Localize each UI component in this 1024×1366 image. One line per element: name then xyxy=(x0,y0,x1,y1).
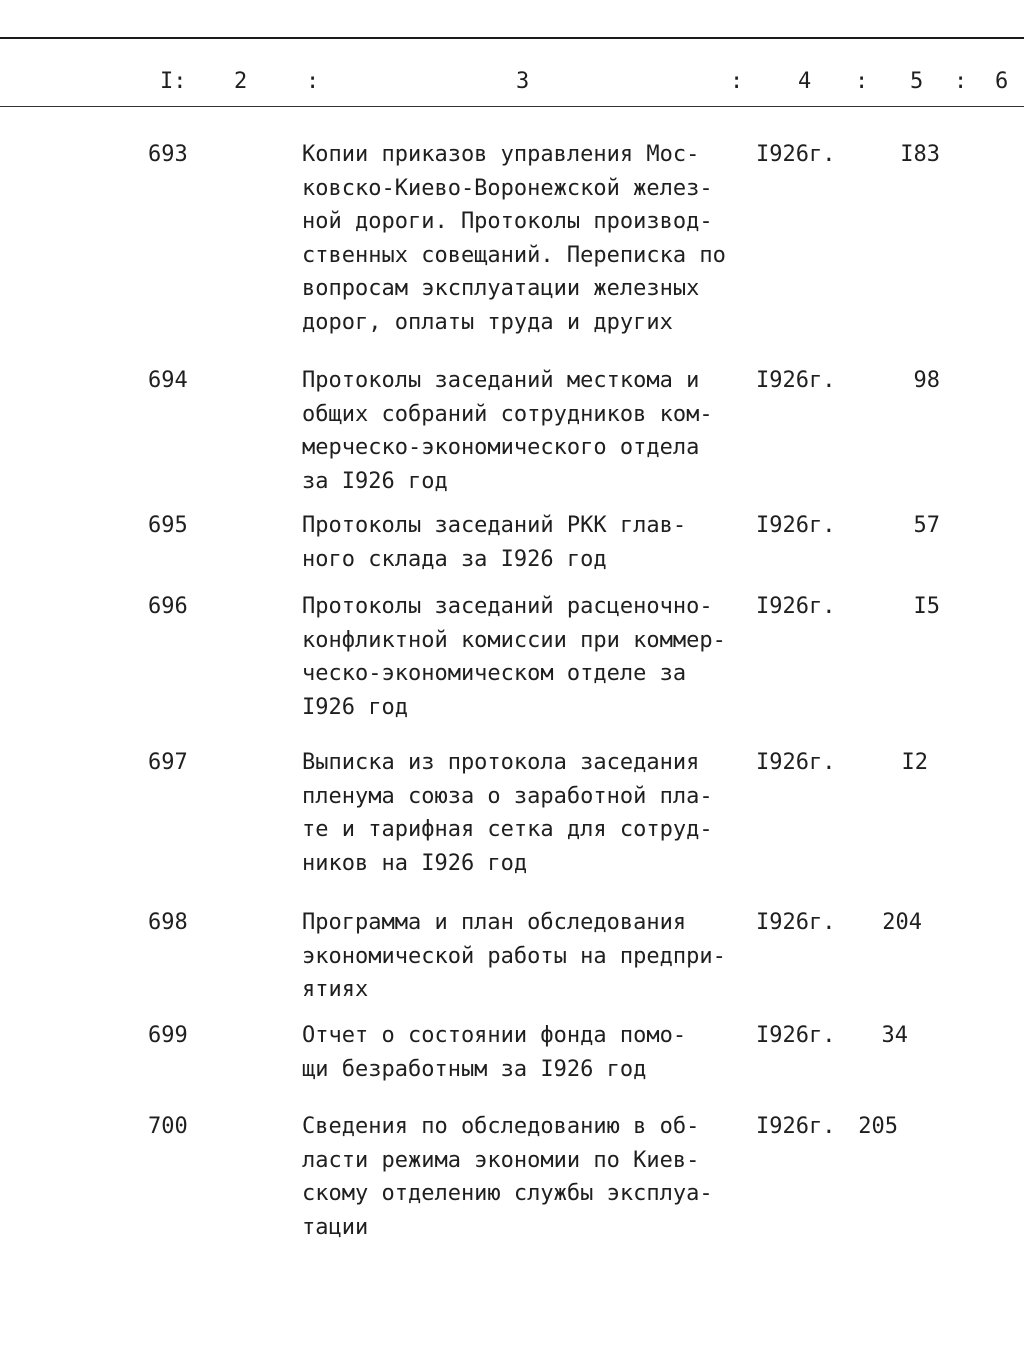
item-number: 699 xyxy=(148,1023,188,1048)
header-separator: : xyxy=(730,69,744,94)
item-year: I926г. xyxy=(756,594,836,619)
item-number: 696 xyxy=(148,594,188,619)
item-description xyxy=(302,906,762,1007)
description-line: ной дороги. Протоколы производ- xyxy=(302,209,713,234)
description-line: дорог, оплаты труда и других xyxy=(302,309,673,335)
item-page-count: 57 xyxy=(913,513,940,538)
description-line: мерческо-экономического отдела xyxy=(302,435,700,460)
header-top-rule xyxy=(0,37,1024,39)
item-description xyxy=(302,1019,762,1086)
item-number: 697 xyxy=(148,750,188,775)
description-line: пленума союза о заработной пла- xyxy=(302,783,713,809)
header-separator: : xyxy=(855,69,869,94)
item-page-count: 204 xyxy=(882,910,922,935)
item-page-count: 98 xyxy=(913,368,940,393)
description-line: те и тарифная сетка для сотруд- xyxy=(302,817,713,842)
header-col-4: 4 xyxy=(798,69,812,94)
item-page-count: I5 xyxy=(913,594,940,619)
header-col-2: 2 xyxy=(234,69,248,94)
description-line: Выписка из протокола заседания xyxy=(302,750,700,775)
description-line: Копии приказов управления Мос- xyxy=(302,142,700,167)
item-year: I926г. xyxy=(756,910,836,935)
header-col-1: I: xyxy=(160,69,187,94)
item-page-count: 205 xyxy=(858,1114,898,1139)
description-line: щи безработным за I926 год xyxy=(302,1056,647,1082)
item-description xyxy=(302,364,762,498)
description-line: ческо-экономическом отделе за xyxy=(302,661,687,686)
description-line: общих собраний сотрудников ком- xyxy=(302,401,713,427)
item-year: I926г. xyxy=(756,1114,836,1139)
description-line: Протоколы заседаний РКК глав- xyxy=(302,513,687,538)
item-number: 700 xyxy=(148,1114,188,1139)
header-col-6: 6 xyxy=(995,69,1009,94)
item-number: 698 xyxy=(148,910,188,935)
description-line: ковско-Киево-Воронежской желез- xyxy=(302,175,713,201)
item-description xyxy=(302,138,762,339)
description-line: вопросам эксплуатации железных xyxy=(302,276,700,301)
item-year: I926г. xyxy=(756,142,836,167)
item-description xyxy=(302,590,762,724)
item-year: I926г. xyxy=(756,513,836,538)
description-line: Сведения по обследованию в об- xyxy=(302,1114,700,1139)
description-line: экономической работы на предпри- xyxy=(302,943,726,969)
item-year: I926г. xyxy=(756,750,836,775)
description-line: ственных совещаний. Переписка по xyxy=(302,242,726,268)
item-page-count: I2 xyxy=(901,750,928,775)
description-line: I926 год xyxy=(302,694,408,720)
item-page-count: I83 xyxy=(900,142,940,167)
description-line: ников на I926 год xyxy=(302,850,528,876)
description-line: Протоколы заседаний месткома и xyxy=(302,368,700,393)
item-description xyxy=(302,1110,762,1244)
item-year: I926г. xyxy=(756,368,836,393)
header-col-5: 5 xyxy=(910,69,924,94)
item-description xyxy=(302,509,762,576)
description-line: скому отделению службы эксплуа- xyxy=(302,1181,713,1206)
item-number: 694 xyxy=(148,368,188,393)
description-line: ятиях xyxy=(302,977,369,1002)
description-line: Отчет о состоянии фонда помо- xyxy=(302,1023,687,1048)
description-line: конфликтной комиссии при коммер- xyxy=(302,627,726,653)
header-separator: : xyxy=(306,69,320,94)
header-bottom-rule xyxy=(0,106,1024,107)
description-line: Программа и план обследования xyxy=(302,910,687,935)
description-line: ласти режима экономии по Киев- xyxy=(302,1147,700,1173)
item-year: I926г. xyxy=(756,1023,836,1048)
header-col-3: 3 xyxy=(516,69,530,94)
header-separator: : xyxy=(954,69,968,94)
item-number: 693 xyxy=(148,142,188,167)
description-line: Протоколы заседаний расценочно- xyxy=(302,594,713,619)
item-number: 695 xyxy=(148,513,188,538)
description-line: тации xyxy=(302,1214,369,1240)
item-page-count: 34 xyxy=(881,1023,908,1048)
description-line: ного склада за I926 год xyxy=(302,546,607,572)
description-line: за I926 год xyxy=(302,468,448,494)
item-description xyxy=(302,746,762,880)
